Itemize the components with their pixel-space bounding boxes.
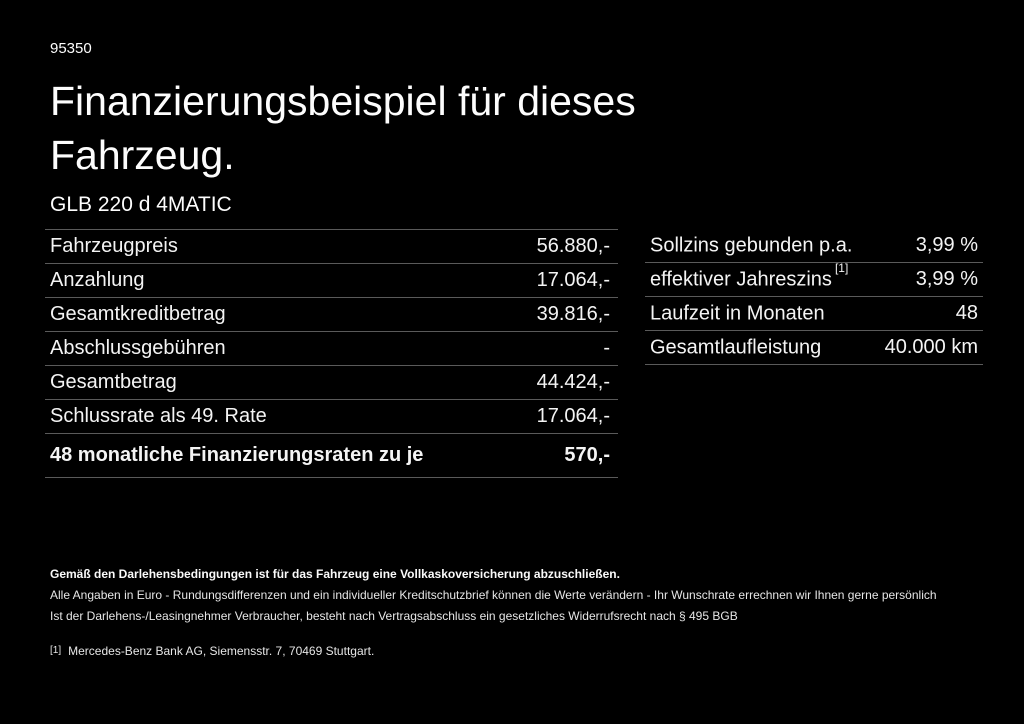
row-label: Laufzeit in Monaten: [650, 302, 825, 325]
disclaimer-line: Ist der Darlehens-/Leasingnehmer Verbraucher, besteht nach Vertragsabschluss ein gesetzliches Widerrufsrecht nach § 495 BGB: [50, 609, 738, 623]
row-value: 17.064,-: [536, 405, 610, 427]
reference-number: 95350: [50, 40, 92, 57]
table-row: [45, 298, 618, 332]
row-label: Anzahlung: [50, 269, 145, 291]
footnote: [50, 641, 984, 663]
row-value: 44.424,-: [536, 371, 610, 393]
table-row: [45, 366, 618, 400]
financing-tables: [45, 229, 984, 478]
footnote-text: Mercedes-Benz Bank AG, Siemensstr. 7, 70469 Stuttgart.: [68, 644, 375, 658]
row-value: 39.816,-: [536, 303, 610, 325]
row-value: 56.880,-: [536, 235, 610, 257]
footnote-marker: [1]: [50, 645, 62, 656]
row-label: Sollzins gebunden p.a.: [650, 234, 853, 257]
row-label: Abschlussgebühren: [50, 337, 226, 359]
legal-footer: [50, 564, 984, 663]
table-row: [645, 263, 983, 297]
row-label: Fahrzeugpreis: [50, 235, 178, 257]
table-row: [645, 297, 983, 331]
footnote-marker: [1]: [834, 261, 849, 276]
row-label: Schlussrate als 49. Rate: [50, 405, 267, 427]
table-row: [45, 434, 618, 478]
table-row: [645, 229, 983, 263]
row-value: 3,99 %: [915, 268, 978, 290]
row-value: 48: [955, 302, 978, 324]
table-row: [45, 400, 618, 434]
row-label: 48 monatliche Finanzierungsraten zu je: [50, 444, 424, 466]
vehicle-model: GLB 220 d 4MATIC: [50, 193, 232, 216]
financing-amounts-table: [45, 229, 618, 478]
row-value: 3,99 %: [915, 234, 978, 256]
financing-conditions-table: [645, 229, 983, 365]
insurance-note: Gemäß den Darlehensbedingungen ist für das Fahrzeug eine Vollkaskoversicherung abzuschließen.: [50, 567, 620, 581]
row-label: Gesamtlaufleistung: [650, 336, 822, 359]
row-label: effektiver Jahreszins[1]: [650, 261, 849, 291]
table-row: [45, 332, 618, 366]
table-row: [45, 264, 618, 298]
table-row: [645, 331, 983, 365]
row-value: 40.000 km: [884, 336, 978, 358]
row-value: 17.064,-: [536, 269, 610, 291]
row-value: 570,-: [564, 444, 610, 466]
row-label: Gesamtkreditbetrag: [50, 303, 226, 325]
table-row: [45, 230, 618, 264]
row-value: -: [603, 337, 610, 359]
page-title: Finanzierungsbeispiel für dieses Fahrzeug.: [50, 78, 636, 178]
disclaimer-line: Alle Angaben in Euro - Rundungsdifferenzen und ein individueller Kreditschutzbrief können die Werte verändern - Ihr Wunschrate errechnen wir Ihnen gerne persönlich: [50, 588, 937, 602]
row-label: Gesamtbetrag: [50, 371, 177, 393]
